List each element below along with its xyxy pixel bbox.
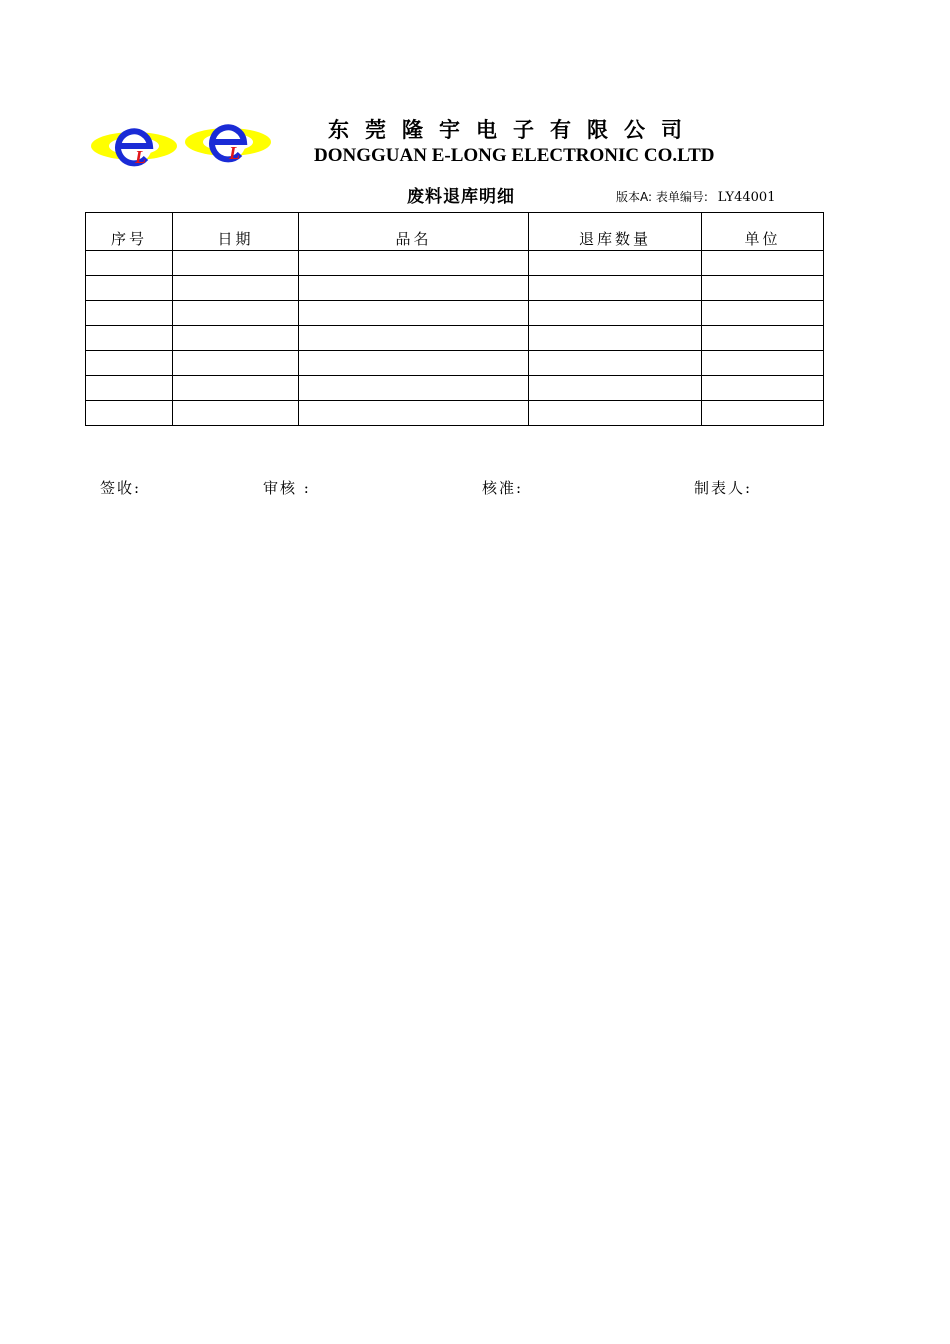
version-label: 版本A: 表单编号: bbox=[616, 190, 708, 204]
table-cell[interactable] bbox=[529, 401, 702, 426]
table-row bbox=[86, 351, 824, 376]
table-header-row bbox=[86, 213, 824, 251]
table-cell[interactable] bbox=[702, 326, 824, 351]
table-cell[interactable] bbox=[173, 301, 299, 326]
signature-reviewed-label: 审核 : bbox=[263, 479, 311, 497]
scrap-return-table bbox=[85, 212, 824, 426]
table-cell[interactable] bbox=[173, 401, 299, 426]
table-cell[interactable] bbox=[702, 301, 824, 326]
table-cell[interactable] bbox=[529, 326, 702, 351]
company-logo-secondary bbox=[182, 112, 274, 170]
column-header-date: 日期 bbox=[173, 213, 299, 251]
table-row bbox=[86, 276, 824, 301]
table-row bbox=[86, 376, 824, 401]
table-cell[interactable] bbox=[529, 301, 702, 326]
table-cell[interactable] bbox=[86, 251, 173, 276]
table-cell[interactable] bbox=[173, 351, 299, 376]
table-cell[interactable] bbox=[86, 276, 173, 301]
table-cell[interactable] bbox=[529, 376, 702, 401]
column-header-item-name: 品名 bbox=[299, 213, 529, 251]
table-row bbox=[86, 401, 824, 426]
table-cell[interactable] bbox=[86, 301, 173, 326]
table-cell[interactable] bbox=[529, 276, 702, 301]
svg-text:L: L bbox=[135, 147, 146, 167]
table-cell[interactable] bbox=[173, 376, 299, 401]
table-cell[interactable] bbox=[702, 401, 824, 426]
table-row bbox=[86, 326, 824, 351]
form-title: 废料退库明细 bbox=[407, 187, 515, 207]
signature-prepared-label: 制表人: bbox=[694, 479, 753, 497]
table-cell[interactable] bbox=[702, 251, 824, 276]
column-header-unit: 单位 bbox=[702, 213, 824, 251]
signature-row bbox=[0, 477, 950, 501]
table-cell[interactable] bbox=[299, 326, 529, 351]
company-logo bbox=[88, 116, 180, 174]
table-cell[interactable] bbox=[299, 351, 529, 376]
table-cell[interactable] bbox=[702, 276, 824, 301]
table-cell[interactable] bbox=[299, 276, 529, 301]
table-cell[interactable] bbox=[86, 376, 173, 401]
table-cell[interactable] bbox=[702, 351, 824, 376]
table-cell[interactable] bbox=[86, 326, 173, 351]
table-cell[interactable] bbox=[299, 401, 529, 426]
column-header-return-qty: 退库数量 bbox=[529, 213, 702, 251]
signature-received-label: 签收: bbox=[100, 479, 142, 497]
table-cell[interactable] bbox=[173, 276, 299, 301]
signature-approved-label: 核准: bbox=[482, 479, 524, 497]
table-cell[interactable] bbox=[299, 301, 529, 326]
table-cell[interactable] bbox=[702, 376, 824, 401]
svg-text:L: L bbox=[229, 143, 240, 163]
table-cell[interactable] bbox=[86, 351, 173, 376]
column-header-serial: 序号 bbox=[86, 213, 173, 251]
table-cell[interactable] bbox=[299, 251, 529, 276]
table-row bbox=[86, 251, 824, 276]
form-meta bbox=[616, 188, 775, 205]
company-name-chinese: 东莞隆宇电子有限公司 bbox=[328, 117, 698, 142]
table-cell[interactable] bbox=[86, 401, 173, 426]
table-row bbox=[86, 301, 824, 326]
form-code: LY44001 bbox=[717, 190, 776, 205]
table-cell[interactable] bbox=[173, 251, 299, 276]
company-name-english: DONGGUAN E-LONG ELECTRONIC CO.LTD bbox=[314, 145, 715, 166]
table-cell[interactable] bbox=[173, 326, 299, 351]
table-cell[interactable] bbox=[299, 376, 529, 401]
table-cell[interactable] bbox=[529, 351, 702, 376]
table-cell[interactable] bbox=[529, 251, 702, 276]
